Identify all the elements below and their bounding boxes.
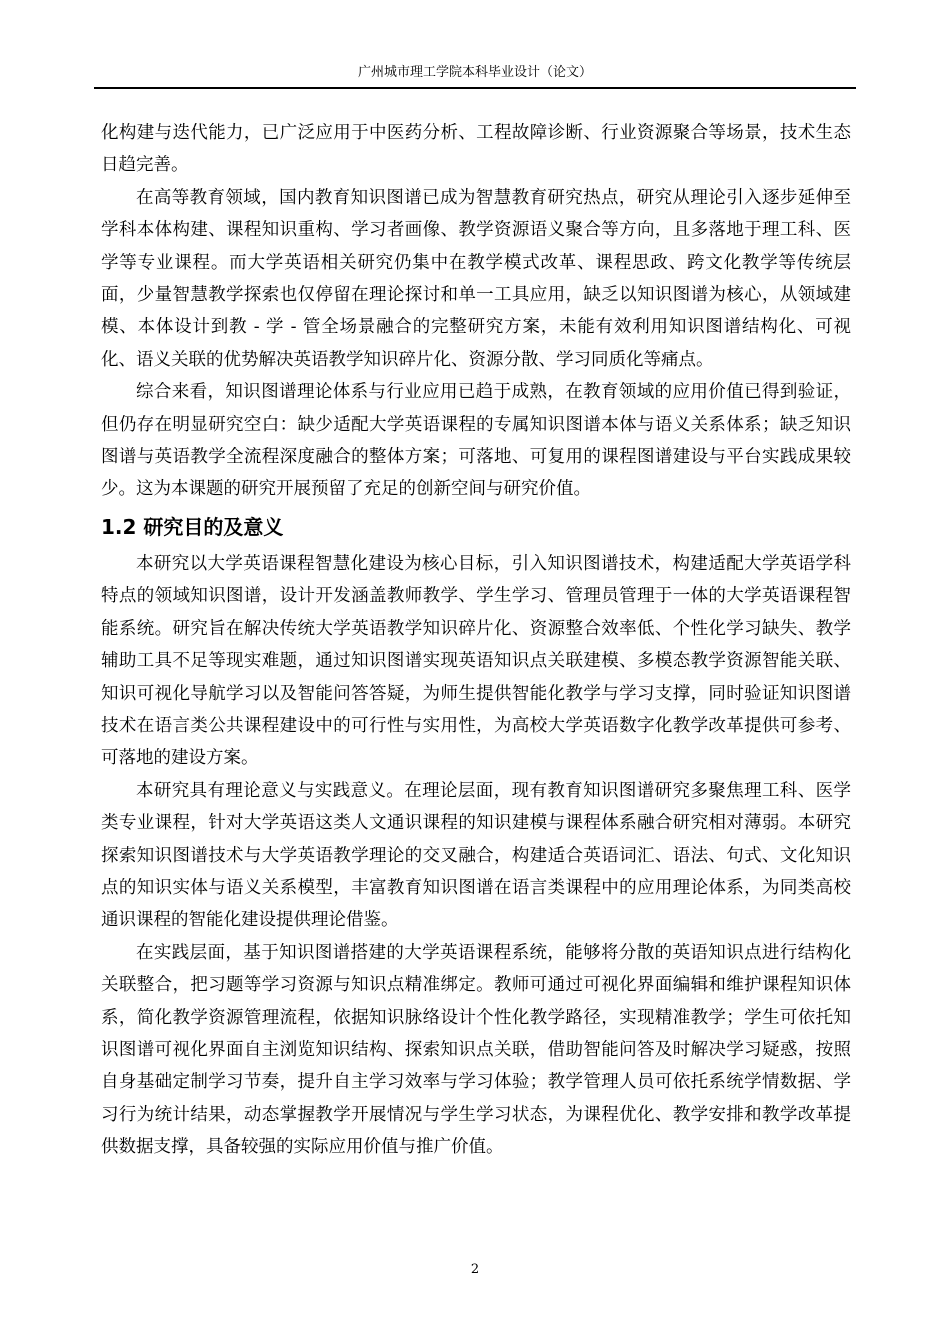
paragraph: 综合来看，知识图谱理论体系与行业应用已趋于成熟，在教育领域的应用价值已得到验证，但仍存在明显研究空白：缺少适配大学英语课程的专属知识图谱本体与语义关系体系；缺乏知识图谱与英语教学全流程深度融合的整体方案；可落地、可复用的课程图谱建设与平台实践成果较少。这为本课题的研究开展预留了充足的创新空间与研究价值。: [101, 382, 851, 500]
paragraph: 化构建与迭代能力，已广泛应用于中医药分析、工程故障诊断、行业资源聚合等场景，技术生态日趋完善。: [101, 123, 851, 176]
section-heading: 1.2 研究目的及意义: [101, 514, 284, 539]
header-rule: [94, 87, 856, 89]
page-header: 广州城市理工学院本科毕业设计（论文）: [357, 65, 592, 80]
paragraph: 本研究具有理论意义与实践意义。在理论层面，现有教育知识图谱研究多聚焦理工科、医学类专业课程，针对大学英语这类人文通识课程的知识建模与课程体系融合研究相对薄弱。本研究探索知识图谱技术与大学英语教学理论的交叉融合，构建适合英语词汇、语法、句式、文化知识点的知识实体与语义关系模型，丰富教育知识图谱在语言类课程中的应用理论体系，为同类高校通识课程的智能化建设提供理论借鉴。: [101, 780, 851, 931]
document-body: [101, 117, 851, 1164]
paragraph: 在高等教育领域，国内教育知识图谱已成为智慧教育研究热点，研究从理论引入逐步延伸至学科本体构建、课程知识重构、学习者画像、教学资源语义聚合等方向，且多落地于理工科、医学等专业课程。而大学英语相关研究仍集中在教学模式改革、课程思政、跨文化教学等传统层面，少量智慧教学探索也仅停留在理论探讨和单一工具应用，缺乏以知识图谱为核心，从领域建模、本体设计到教 - 学 - 管全场景融合的完整研究方案，未能有效利用知识图谱结构化、可视化、语义关联的优势解决英语教学知识碎片化、资源分散、学习同质化等痛点。: [101, 187, 851, 370]
paragraph: 本研究以大学英语课程智慧化建设为核心目标，引入知识图谱技术，构建适配大学英语学科特点的领域知识图谱，设计开发涵盖教师教学、学生学习、管理员管理于一体的大学英语课程智能系统。研究旨在解决传统大学英语教学知识碎片化、资源整合效率低、个性化学习缺失、教学辅助工具不足等现实难题，通过知识图谱实现英语知识点关联建模、多模态教学资源智能关联、知识可视化导航学习以及智能问答答疑，为师生提供智能化教学与学习支撑，同时验证知识图谱技术在语言类公共课程建设中的可行性与实用性，为高校大学英语数字化教学改革提供可参考、可落地的建设方案。: [101, 553, 851, 769]
page-number: 2: [470, 1262, 480, 1277]
paragraph: 在实践层面，基于知识图谱搭建的大学英语课程系统，能够将分散的英语知识点进行结构化关联整合，把习题等学习资源与知识点精准绑定。教师可通过可视化界面编辑和维护课程知识体系，简化教学资源管理流程，依据知识脉络设计个性化教学路径，实现精准教学；学生可依托知识图谱可视化界面自主浏览知识结构、探索知识点关联，借助智能问答及时解决学习疑惑，按照自身基础定制学习节奏，提升自主学习效率与学习体验；教学管理人员可依托系统学情数据、学习行为统计结果，动态掌握教学开展情况与学生学习状态，为课程优化、教学安排和教学改革提供数据支撑，具备较强的实际应用价值与推广价值。: [101, 942, 851, 1158]
